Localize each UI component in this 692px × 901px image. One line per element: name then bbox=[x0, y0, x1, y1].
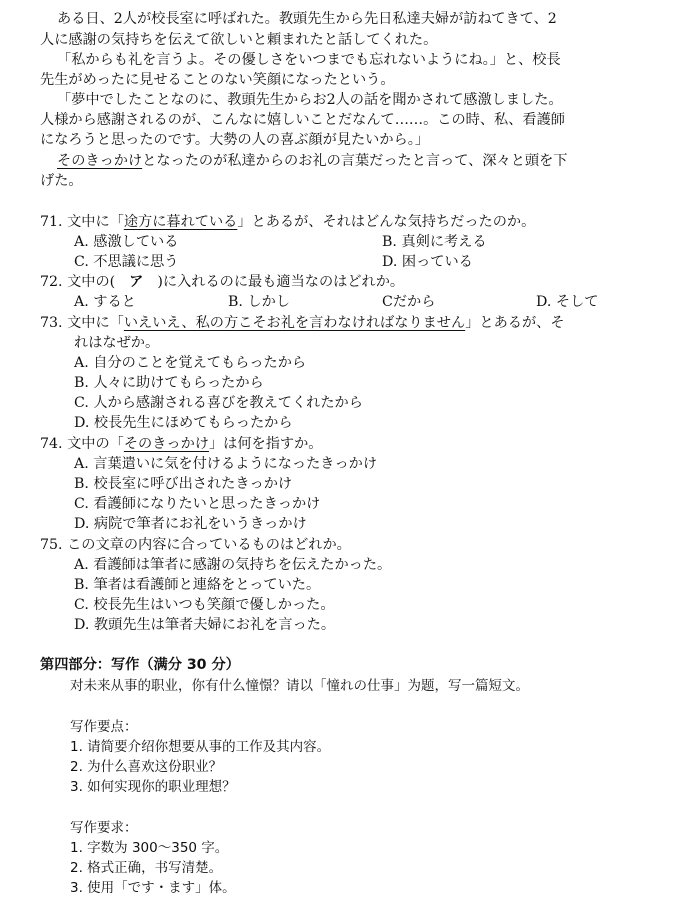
option-75-d: D. 教頭先生は筆者夫婦にお礼を言った。 bbox=[74, 617, 336, 633]
question-74-stem: 74. 文中の「そのきっかけ」は何を指すか。 bbox=[40, 436, 323, 452]
option-75-b: B. 筆者は看護師と連絡をとっていた。 bbox=[74, 577, 321, 593]
passage-line: 人様から感謝されるのが、こんなに嬉しいことだなんて……。この時、私、看護師 bbox=[40, 112, 565, 128]
section-heading: 第四部分：写作（满分 30 分） bbox=[40, 657, 240, 673]
option-73-a: A. 自分のことを覚えてもらったから bbox=[74, 355, 307, 371]
option-75-a: A. 看護師は筆者に感謝の気持ちを伝えたかった。 bbox=[74, 557, 392, 573]
question-75-stem: 75. この文章の内容に合っているものはどれか。 bbox=[40, 537, 351, 553]
requirements-title: 写作要求： bbox=[70, 820, 138, 836]
underlined-phrase: そのきっかけ bbox=[57, 153, 143, 169]
passage-line: 人に感謝の気持ちを伝えて欲しいと頼まれたと話してくれた。 bbox=[40, 32, 438, 48]
option-73-b: B. 人々に助けてもらったから bbox=[74, 375, 264, 391]
underlined-phrase: 途方に暮れている bbox=[123, 214, 238, 230]
question-71-stem: 71. 文中に「途方に暮れている」とあるが、それはどんな気持ちだったのか。 bbox=[40, 214, 536, 230]
point-item: 1. 请简要介绍你想要从事的工作及其内容。 bbox=[70, 739, 331, 755]
requirement-item: 3. 使用「です・ます」体。 bbox=[70, 880, 236, 896]
writing-prompt: 对未来从事的职业，你有什么憧憬？请以「憧れの仕事」为题，写一篇短文。 bbox=[70, 678, 529, 694]
requirement-item: 2. 格式正确，书写清楚。 bbox=[70, 860, 223, 876]
option-74-d: D. 病院で筆者にお礼をいうきっかけ bbox=[74, 516, 307, 532]
passage-line: になろうと思ったのです。大勢の人の喜ぶ顔が見たいから。」 bbox=[40, 132, 430, 148]
underlined-phrase: そのきっかけ bbox=[123, 436, 209, 452]
passage-text: となったのが私達からのお礼の言葉だったと言って、深々と頭を下 bbox=[142, 153, 568, 169]
underlined-phrase: いえいえ、私の方こそお礼を言わなければなりません bbox=[123, 315, 466, 331]
question-72-stem: 72. 文中の( ア )に入れるのに最も適当なのはどれか。 bbox=[40, 274, 405, 290]
question-73-stem-cont: れはなぜか。 bbox=[74, 335, 160, 351]
point-item: 2. 为什么喜欢这份职业？ bbox=[70, 759, 223, 775]
option-71-b: B. 真剣に考える bbox=[382, 234, 487, 250]
option-72-b: B. しかし bbox=[228, 294, 291, 310]
passage-line: ある日、2人が校長室に呼ばれた。教頭先生から先日私達夫婦が訪ねてきて、2 bbox=[57, 11, 557, 27]
option-72-a: A. すると bbox=[74, 294, 136, 310]
option-71-c: C. 不思議に思う bbox=[74, 254, 179, 270]
points-title: 写作要点： bbox=[70, 719, 138, 735]
option-73-d: D. 校長先生にほめてもらったから bbox=[74, 415, 293, 431]
requirement-item: 1. 字数为 300～350 字。 bbox=[70, 840, 229, 856]
option-72-d: D. そして bbox=[536, 294, 599, 310]
option-74-a: A. 言葉遣いに気を付けるようになったきっかけ bbox=[74, 456, 378, 472]
option-73-c: C. 人から感謝される喜びを教えてくれたから bbox=[74, 395, 363, 411]
option-71-a: A. 感激している bbox=[74, 234, 179, 250]
option-71-d: D. 困っている bbox=[382, 254, 473, 270]
option-72-c: Cだから bbox=[382, 294, 436, 310]
passage-line: げた。 bbox=[40, 173, 83, 189]
option-74-c: C. 看護師になりたいと思ったきっかけ bbox=[74, 496, 321, 512]
passage-line: 「夢中でしたことなのに、教頭先生からお2人の話を聞かされて感激しました。 bbox=[57, 92, 563, 108]
question-73-stem: 73. 文中に「いえいえ、私の方こそお礼を言わなければなりません」とあるが、そ bbox=[40, 315, 565, 331]
passage-line: 「私からも礼を言うよ。その優しさをいつまでも忘れないようにね。」と、校長 bbox=[57, 52, 561, 68]
point-item: 3. 如何实现你的职业理想？ bbox=[70, 779, 236, 795]
option-74-b: B. 校長室に呼び出されたきっかけ bbox=[74, 476, 293, 492]
passage-line: 先生がめったに見せることのない笑顔になったという。 bbox=[40, 72, 395, 88]
blank-label: ア bbox=[129, 274, 144, 290]
option-75-c: C. 校長先生はいつも笑顔で優しかった。 bbox=[74, 597, 335, 613]
passage-line bbox=[57, 151, 567, 171]
